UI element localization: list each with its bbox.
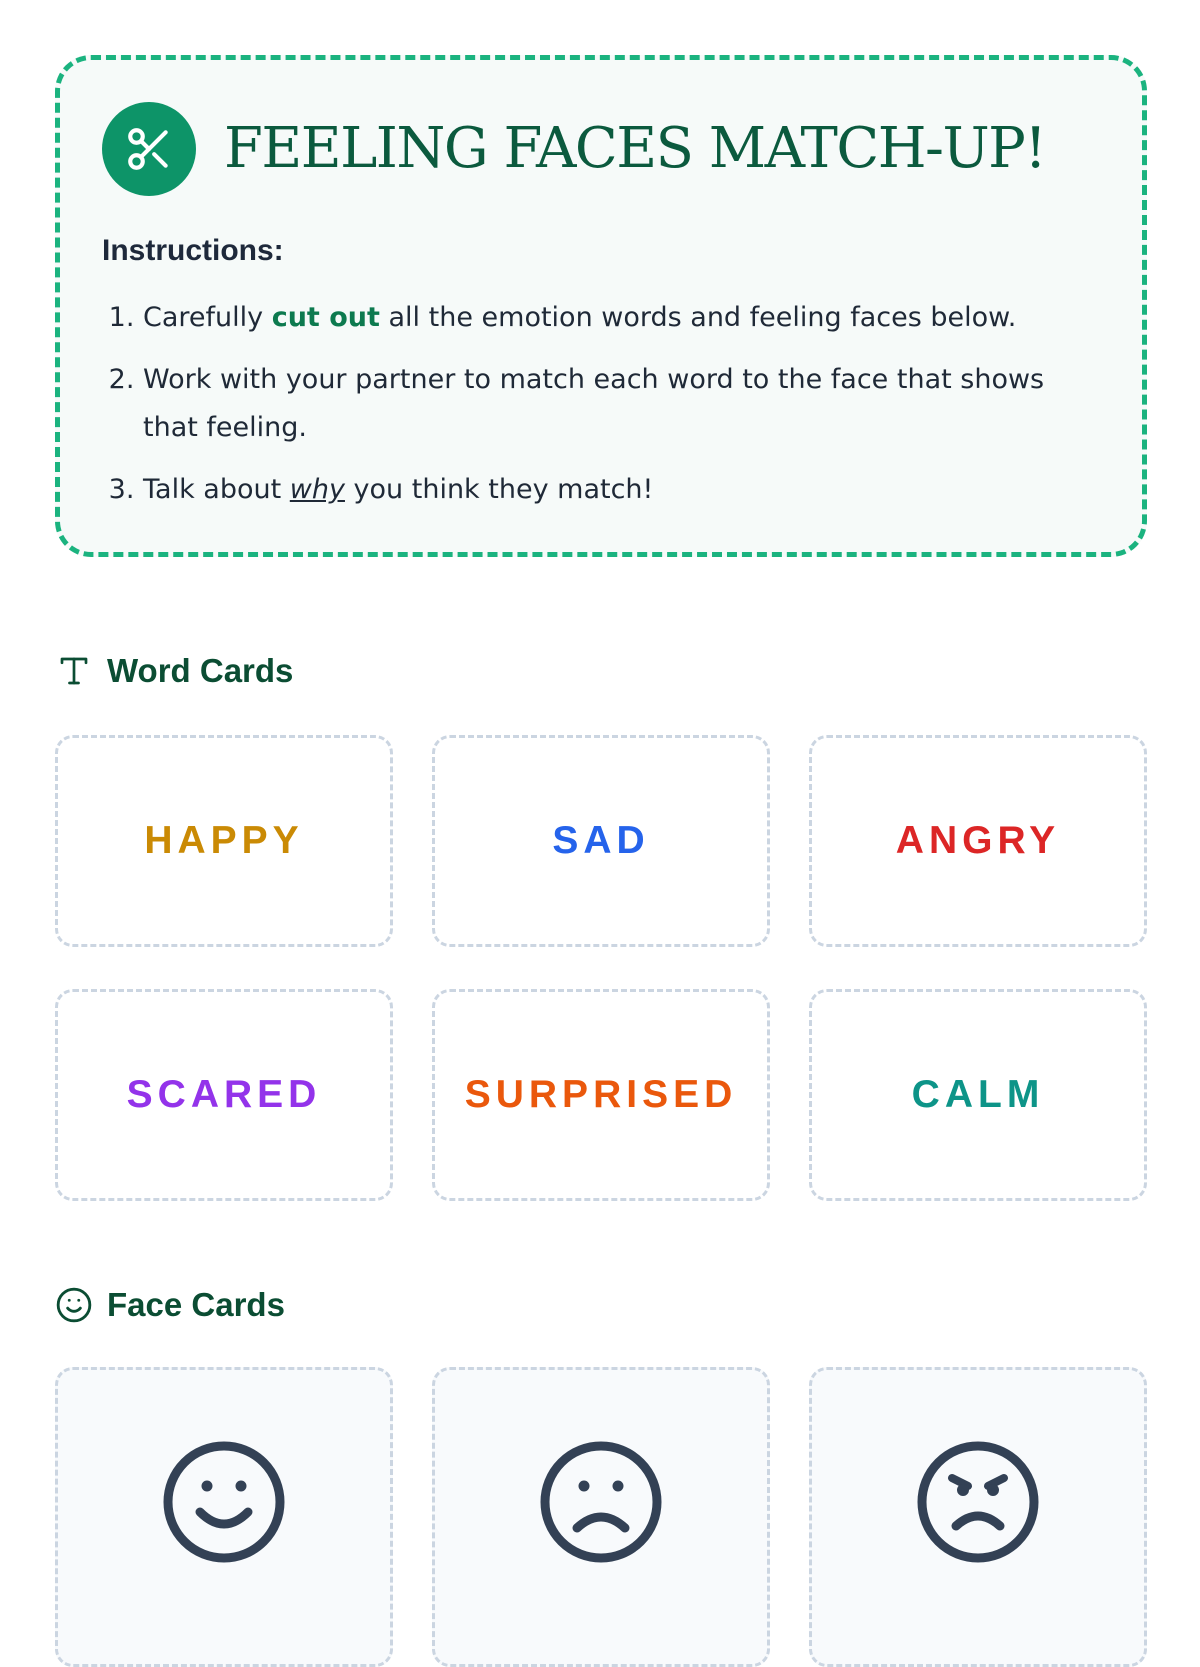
word-card-scared[interactable]	[55, 989, 393, 1201]
word-label: SAD	[552, 819, 650, 862]
word-label: CALM	[911, 1073, 1045, 1116]
instruction-step-1: 1. Carefully cut out all the emotion words and feeling faces below.	[143, 294, 1100, 342]
face-cards-title: Face Cards	[107, 1286, 285, 1323]
word-card-happy[interactable]	[55, 735, 393, 947]
word-card-angry[interactable]	[809, 735, 1147, 947]
word-label: SURPRISED	[464, 1073, 738, 1116]
cut-out-highlight: cut out	[271, 302, 380, 333]
word-label: HAPPY	[144, 819, 304, 862]
word-card-sad[interactable]	[432, 735, 770, 947]
instruction-step-3: 3. Talk about why you think they match!	[143, 466, 1100, 514]
word-card-calm[interactable]	[809, 989, 1147, 1201]
face-card-grid	[55, 1367, 1147, 1667]
angry-face-icon	[916, 1440, 1040, 1664]
instruction-list	[102, 294, 1100, 514]
worksheet	[55, 55, 1147, 1667]
word-cards-title: Word Cards	[107, 652, 294, 689]
instructions-panel	[55, 55, 1147, 557]
word-cards-heading	[55, 651, 1147, 691]
word-card-grid	[55, 735, 1147, 1201]
sad-face-icon	[539, 1440, 663, 1664]
why-emphasis: why	[289, 474, 345, 505]
word-card-surprised[interactable]	[432, 989, 770, 1201]
word-label: ANGRY	[895, 819, 1061, 862]
face-card-sad[interactable]	[432, 1367, 770, 1667]
happy-face-icon	[162, 1440, 286, 1664]
word-label: SCARED	[126, 1073, 322, 1116]
page-title: FEELING FACES MATCH-UP!	[224, 116, 1046, 181]
face-card-angry[interactable]	[809, 1367, 1147, 1667]
face-cards-heading	[55, 1285, 1147, 1325]
face-card-happy[interactable]	[55, 1367, 393, 1667]
instructions-label: Instructions:	[102, 234, 284, 267]
instruction-step-2: 2. Work with your partner to match each word to the face that shows that feeling.	[143, 356, 1100, 452]
scissors-icon	[102, 102, 196, 196]
type-icon	[55, 652, 93, 690]
title-row	[102, 102, 1100, 196]
smile-icon	[55, 1286, 93, 1324]
